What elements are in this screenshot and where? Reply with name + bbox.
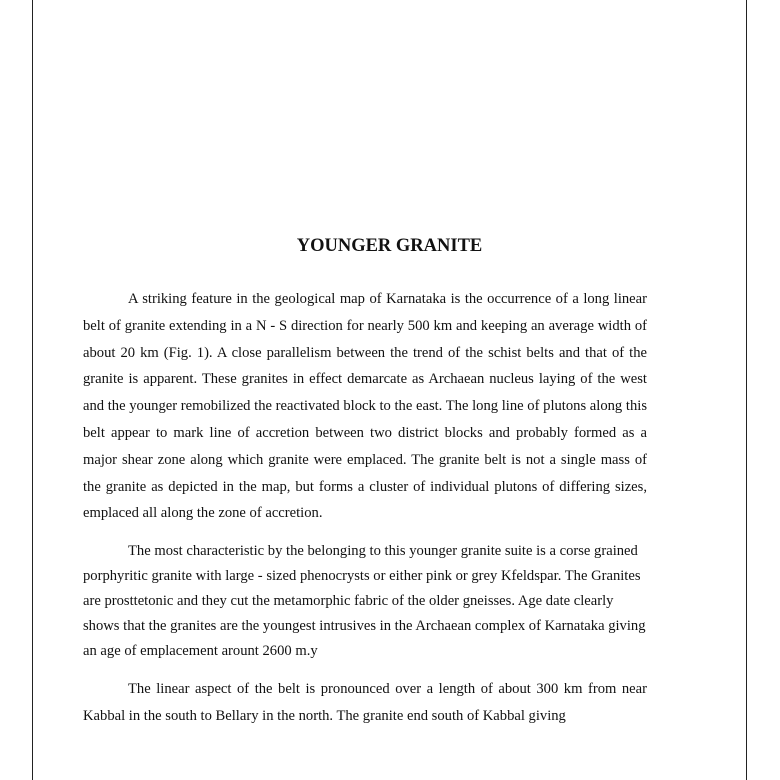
paragraph-3: The linear aspect of the belt is pronounced over a length of about 300 km from near Kabbal in the south to Bellary in the north. The granite end south of Kabbal giving [83,681,647,724]
paragraph-2: The most characteristic by the belonging to this younger granite suite is a corse grained porphyritic granite with large - sized phenocrysts or either pink or grey Kfeldspar. The Granites are prosttetonic and they cut the metamorphic fabric of the older gneisses. Age date clearly shows that the granites are the youngest intrusives in the Archaean complex of Karnataka giving an age of emplacement arount 2600 m.y [83,543,646,660]
document-body [83,286,647,742]
paragraph-1: A striking feature in the geological map of Karnataka is the occurrence of a long linear belt of granite extending in a N - S direction for nearly 500 km and keeping an average width of about 20 km (Fig. 1). A close parallelism between the trend of the schist belts and that of the granite is apparent. These granites in effect demarcate as Archaean nucleus laying of the west and the younger remobilized the reactivated block to the east. The long line of plutons along this belt appear to mark line of accretion between two district blocks and probably formed as a major shear zone along which granite were emplaced. The granite belt is not a single mass of the granite as depicted in the map, but forms a cluster of individual plutons of differing sizes, emplaced all along the zone of accretion. [83,291,647,522]
document-title: YOUNGER GRANITE [296,236,483,256]
document-page [32,0,747,780]
